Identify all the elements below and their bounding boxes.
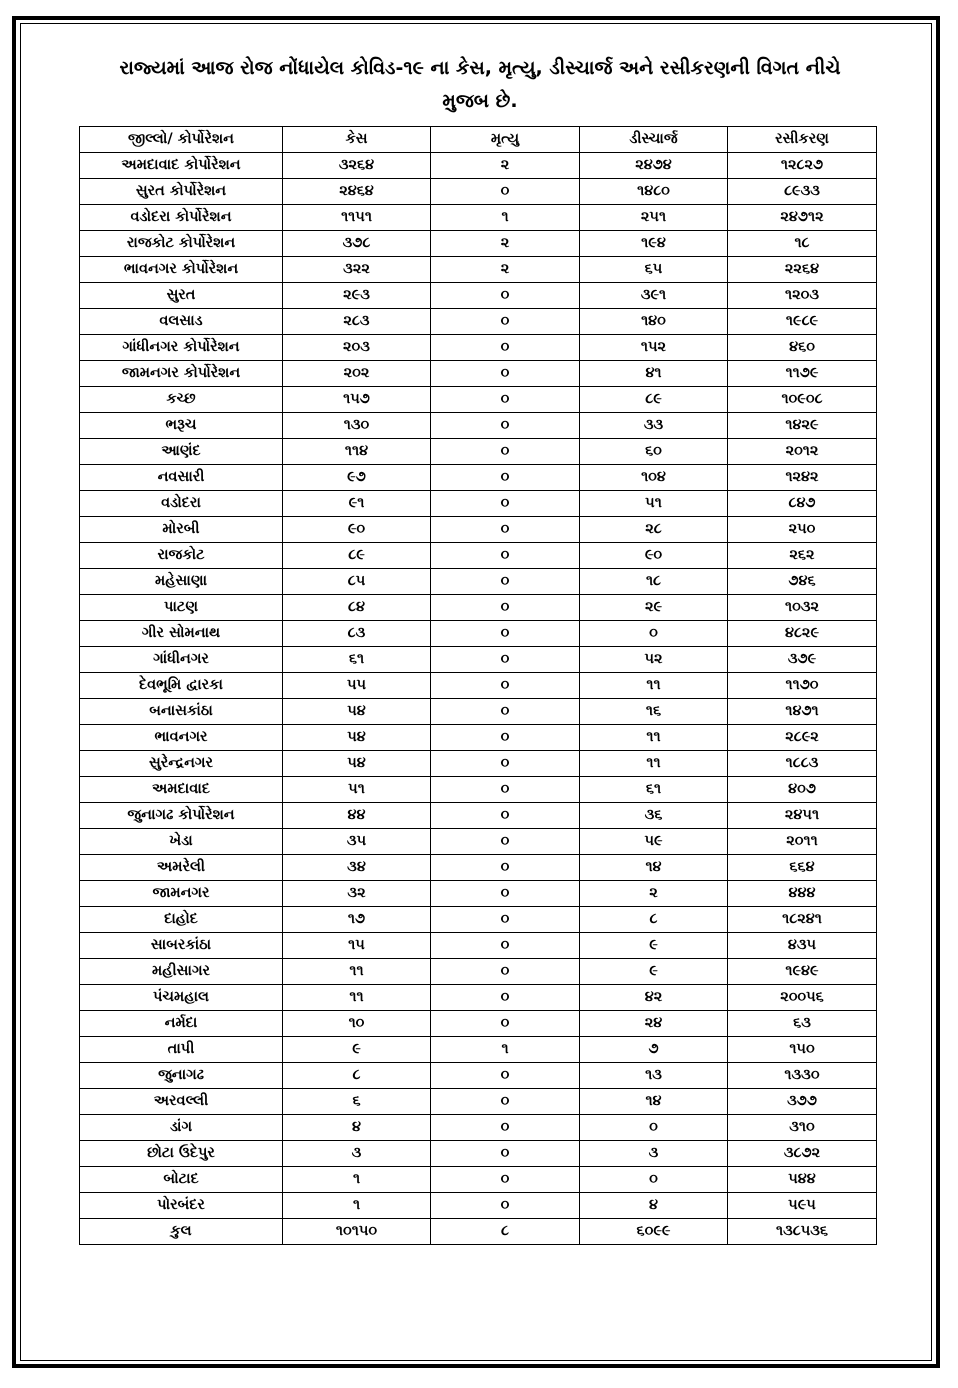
cases-cell: ૨૦૨: [283, 361, 431, 387]
table-row: [80, 205, 877, 231]
table-row: [80, 335, 877, 361]
district-cell: જુનાગઢ: [80, 1063, 283, 1089]
cases-cell: ૬: [283, 1089, 431, 1115]
district-cell: સુરત કોર્પોરેશન: [80, 179, 283, 205]
discharge-cell: ૮૯: [580, 387, 728, 413]
table-row: [80, 907, 877, 933]
cases-cell: ૨૮૩: [283, 309, 431, 335]
cases-cell: ૬૧: [283, 647, 431, 673]
cases-cell: ૯૦: [283, 517, 431, 543]
district-cell: નવસારી: [80, 465, 283, 491]
cases-cell: ૫૧: [283, 777, 431, 803]
table-row: [80, 465, 877, 491]
vaccination-cell: ૩૧૦: [728, 1115, 877, 1141]
district-cell: નર્મદા: [80, 1011, 283, 1037]
vaccination-cell: ૪૮૨૯: [728, 621, 877, 647]
district-cell: સુરેન્દ્રનગર: [80, 751, 283, 777]
cases-cell: ૨૦૩: [283, 335, 431, 361]
table-row: [80, 751, 877, 777]
header-discharge: ડીસ્ચાર્જ: [580, 127, 728, 153]
deaths-cell: ૦: [431, 1115, 580, 1141]
deaths-cell: ૦: [431, 361, 580, 387]
district-cell: મોરબી: [80, 517, 283, 543]
cases-cell: ૯૭: [283, 465, 431, 491]
vaccination-cell: ૧૯૪૯: [728, 959, 877, 985]
district-cell: વડોદરા: [80, 491, 283, 517]
deaths-cell: ૦: [431, 985, 580, 1011]
table-row: [80, 1011, 877, 1037]
discharge-cell: ૦: [580, 1115, 728, 1141]
table-row: [80, 153, 877, 179]
cases-cell: ૮૩: [283, 621, 431, 647]
deaths-cell: ૨: [431, 231, 580, 257]
discharge-cell: ૧૧: [580, 751, 728, 777]
vaccination-cell: ૫૪૪: [728, 1167, 877, 1193]
deaths-cell: ૦: [431, 1089, 580, 1115]
deaths-cell: ૦: [431, 1141, 580, 1167]
vaccination-cell: ૨૫૦: [728, 517, 877, 543]
vaccination-cell: ૪૩૫: [728, 933, 877, 959]
vaccination-cell: ૧૫૦: [728, 1037, 877, 1063]
heading-line-2: મુજબ છે.: [442, 90, 518, 112]
vaccination-cell: ૧૧૭૦: [728, 673, 877, 699]
deaths-cell: ૦: [431, 777, 580, 803]
discharge-cell: ૩૬: [580, 803, 728, 829]
deaths-cell: ૦: [431, 517, 580, 543]
cases-cell: ૩૨૬૪: [283, 153, 431, 179]
discharge-cell: ૨૯: [580, 595, 728, 621]
table-header-row: [80, 127, 877, 153]
vaccination-cell: ૧૯૮૯: [728, 309, 877, 335]
deaths-cell: ૧: [431, 1037, 580, 1063]
deaths-cell: ૨: [431, 153, 580, 179]
cases-cell: ૧૦: [283, 1011, 431, 1037]
district-cell: વડોદરા કોર્પોરેશન: [80, 205, 283, 231]
vaccination-cell: ૧૦૩૨: [728, 595, 877, 621]
vaccination-cell: ૪૦૭: [728, 777, 877, 803]
discharge-cell: ૪૧: [580, 361, 728, 387]
discharge-cell: ૧૦૪: [580, 465, 728, 491]
header-deaths: મૃત્યુ: [431, 127, 580, 153]
header-district: જીલ્લો/ કોર્પોરેશન: [80, 127, 283, 153]
table-row: [80, 777, 877, 803]
deaths-cell: ૦: [431, 673, 580, 699]
district-cell: સુરત: [80, 283, 283, 309]
table-row: [80, 309, 877, 335]
deaths-cell: ૦: [431, 1063, 580, 1089]
deaths-cell: ૦: [431, 647, 580, 673]
vaccination-cell: ૧૨૪૨: [728, 465, 877, 491]
deaths-cell: ૦: [431, 595, 580, 621]
vaccination-cell: ૧૮૨૪૧: [728, 907, 877, 933]
discharge-cell: ૬૦: [580, 439, 728, 465]
cases-cell: ૧૩૦: [283, 413, 431, 439]
district-cell: ડાંગ: [80, 1115, 283, 1141]
deaths-cell: ૧: [431, 205, 580, 231]
deaths-cell: ૦: [431, 439, 580, 465]
cases-cell: ૧૭: [283, 907, 431, 933]
cases-cell: ૪૪: [283, 803, 431, 829]
cases-cell: ૨૪૬૪: [283, 179, 431, 205]
table-row: [80, 1167, 877, 1193]
deaths-cell: ૦: [431, 335, 580, 361]
vaccination-cell: ૮૯૩૩: [728, 179, 877, 205]
district-cell: પોરબંદર: [80, 1193, 283, 1219]
cases-cell: ૧: [283, 1193, 431, 1219]
table-row: [80, 621, 877, 647]
district-cell: કચ્છ: [80, 387, 283, 413]
discharge-cell: ૨૪૭૪: [580, 153, 728, 179]
vaccination-cell: ૧૨૮૨૭: [728, 153, 877, 179]
table-row: [80, 1037, 877, 1063]
district-cell: તાપી: [80, 1037, 283, 1063]
table-row: [80, 881, 877, 907]
vaccination-cell: ૧૦૯૦૮: [728, 387, 877, 413]
table-row: [80, 1115, 877, 1141]
district-cell: મહીસાગર: [80, 959, 283, 985]
deaths-cell: ૦: [431, 387, 580, 413]
vaccination-cell: ૧૧૭૯: [728, 361, 877, 387]
vaccination-cell: ૨૪૫૧: [728, 803, 877, 829]
vaccination-cell: ૨૮૯૨: [728, 725, 877, 751]
cases-cell: ૩: [283, 1141, 431, 1167]
vaccination-cell: ૨૬૨: [728, 543, 877, 569]
vaccination-cell: ૨૨૬૪: [728, 257, 877, 283]
discharge-cell: ૦: [580, 1167, 728, 1193]
discharge-cell: ૫૧: [580, 491, 728, 517]
district-cell: અરવલ્લી: [80, 1089, 283, 1115]
district-cell: બોટાદ: [80, 1167, 283, 1193]
table-row: [80, 387, 877, 413]
table-row: [80, 699, 877, 725]
district-cell: અમરેલી: [80, 855, 283, 881]
district-cell: ગીર સોમનાથ: [80, 621, 283, 647]
table-row: [80, 413, 877, 439]
cases-cell: ૩૪: [283, 855, 431, 881]
cases-cell: ૫૫: [283, 673, 431, 699]
vaccination-cell: ૧૩૮૫૩૬: [728, 1219, 877, 1245]
vaccination-cell: ૨૦૧૨: [728, 439, 877, 465]
discharge-cell: ૧૪: [580, 855, 728, 881]
discharge-cell: ૧૪૦: [580, 309, 728, 335]
discharge-cell: ૧૩: [580, 1063, 728, 1089]
vaccination-cell: ૭૪૬: [728, 569, 877, 595]
discharge-cell: ૮: [580, 907, 728, 933]
deaths-cell: ૦: [431, 179, 580, 205]
vaccination-cell: ૨૪૭૧૨: [728, 205, 877, 231]
table-row: [80, 829, 877, 855]
vaccination-cell: ૧૩૩૦: [728, 1063, 877, 1089]
table-row: [80, 725, 877, 751]
discharge-cell: ૨૫૧: [580, 205, 728, 231]
table-row: [80, 1193, 877, 1219]
table-row: [80, 179, 877, 205]
cases-cell: ૯૧: [283, 491, 431, 517]
table-row: [80, 517, 877, 543]
cases-cell: ૩૭૮: [283, 231, 431, 257]
cases-cell: ૮૫: [283, 569, 431, 595]
table-row: [80, 855, 877, 881]
cases-cell: ૧૧૫૧: [283, 205, 431, 231]
report-heading: [80, 52, 880, 118]
cases-cell: ૧૧: [283, 985, 431, 1011]
deaths-cell: ૦: [431, 309, 580, 335]
deaths-cell: ૦: [431, 543, 580, 569]
header-vaccination: રસીકરણ: [728, 127, 877, 153]
discharge-cell: ૪: [580, 1193, 728, 1219]
vaccination-cell: ૫૯૫: [728, 1193, 877, 1219]
table-row: [80, 933, 877, 959]
discharge-cell: ૧૮: [580, 569, 728, 595]
discharge-cell: ૪૨: [580, 985, 728, 1011]
cases-cell: ૨૯૩: [283, 283, 431, 309]
cases-cell: ૧૧૪: [283, 439, 431, 465]
discharge-cell: ૫૨: [580, 647, 728, 673]
discharge-cell: ૬૫: [580, 257, 728, 283]
cases-cell: ૫૪: [283, 725, 431, 751]
district-cell: ગાંધીનગર કોર્પોરેશન: [80, 335, 283, 361]
heading-line-1: રાજ્યમાં આજ રોજ નોંધાયેલ કોવિડ-૧૯ ના કેસ, મૃત્યુ, ડીસ્ચાર્જ અને રસીકરણની વિગત નીચે: [119, 57, 841, 79]
cases-cell: ૧૦૧૫૦: [283, 1219, 431, 1245]
deaths-cell: ૦: [431, 881, 580, 907]
deaths-cell: ૦: [431, 959, 580, 985]
vaccination-cell: ૬૬૪: [728, 855, 877, 881]
deaths-cell: ૦: [431, 751, 580, 777]
table-row: [80, 283, 877, 309]
discharge-cell: ૧૧: [580, 673, 728, 699]
vaccination-cell: ૧૪૨૯: [728, 413, 877, 439]
cases-cell: ૧૫: [283, 933, 431, 959]
district-cell: આણંદ: [80, 439, 283, 465]
vaccination-cell: ૨૦૦૫૬: [728, 985, 877, 1011]
discharge-cell: ૨: [580, 881, 728, 907]
cases-cell: ૯: [283, 1037, 431, 1063]
discharge-cell: ૩: [580, 1141, 728, 1167]
discharge-cell: ૩૩: [580, 413, 728, 439]
table-row: [80, 439, 877, 465]
table-row: [80, 1063, 877, 1089]
discharge-cell: ૧૬: [580, 699, 728, 725]
cases-cell: ૪: [283, 1115, 431, 1141]
district-cell: જુનાગઢ કોર્પોરેશન: [80, 803, 283, 829]
deaths-cell: ૦: [431, 725, 580, 751]
district-cell: સાબરકાંઠા: [80, 933, 283, 959]
discharge-cell: ૬૦૯૯: [580, 1219, 728, 1245]
discharge-cell: ૯: [580, 959, 728, 985]
district-cell: દેવભૂમિ દ્વારકા: [80, 673, 283, 699]
table-row: [80, 361, 877, 387]
district-cell: જામનગર: [80, 881, 283, 907]
district-cell: રાજકોટ: [80, 543, 283, 569]
vaccination-cell: ૮૪૭: [728, 491, 877, 517]
table-row: [80, 673, 877, 699]
table-row: [80, 491, 877, 517]
vaccination-cell: ૧૮: [728, 231, 877, 257]
discharge-cell: ૩૯૧: [580, 283, 728, 309]
table-row: [80, 985, 877, 1011]
deaths-cell: ૦: [431, 283, 580, 309]
vaccination-cell: ૬૩: [728, 1011, 877, 1037]
discharge-cell: ૧૧: [580, 725, 728, 751]
district-cell: બનાસકાંઠા: [80, 699, 283, 725]
deaths-cell: ૦: [431, 1193, 580, 1219]
discharge-cell: ૭: [580, 1037, 728, 1063]
discharge-cell: ૫૯: [580, 829, 728, 855]
district-cell: ભરૂચ: [80, 413, 283, 439]
vaccination-cell: ૩૭૭: [728, 1089, 877, 1115]
table-body: [80, 153, 877, 1245]
discharge-cell: ૧૪૮૦: [580, 179, 728, 205]
deaths-cell: ૦: [431, 491, 580, 517]
district-cell: ભાવનગર: [80, 725, 283, 751]
district-cell: ખેડા: [80, 829, 283, 855]
deaths-cell: ૦: [431, 933, 580, 959]
deaths-cell: ૦: [431, 829, 580, 855]
deaths-cell: ૦: [431, 855, 580, 881]
deaths-cell: ૦: [431, 907, 580, 933]
deaths-cell: ૦: [431, 1167, 580, 1193]
deaths-cell: ૦: [431, 803, 580, 829]
district-cell: પંચમહાલ: [80, 985, 283, 1011]
district-cell: છોટા ઉદેપુર: [80, 1141, 283, 1167]
cases-cell: ૫૪: [283, 699, 431, 725]
discharge-cell: ૯: [580, 933, 728, 959]
cases-cell: ૮૯: [283, 543, 431, 569]
district-cell: કુલ: [80, 1219, 283, 1245]
discharge-cell: ૨૪: [580, 1011, 728, 1037]
vaccination-cell: ૧૨૦૩: [728, 283, 877, 309]
cases-cell: ૧૫૭: [283, 387, 431, 413]
deaths-cell: ૨: [431, 257, 580, 283]
discharge-cell: ૧૪: [580, 1089, 728, 1115]
district-cell: જામનગર કોર્પોરેશન: [80, 361, 283, 387]
discharge-cell: ૯૦: [580, 543, 728, 569]
table-row: [80, 231, 877, 257]
deaths-cell: ૮: [431, 1219, 580, 1245]
header-cases: કેસ: [283, 127, 431, 153]
discharge-cell: ૧૯૪: [580, 231, 728, 257]
table-row: [80, 257, 877, 283]
table-row: [80, 803, 877, 829]
cases-cell: ૧૧: [283, 959, 431, 985]
cases-cell: ૧: [283, 1167, 431, 1193]
discharge-cell: ૬૧: [580, 777, 728, 803]
total-row: [80, 1219, 877, 1245]
deaths-cell: ૦: [431, 699, 580, 725]
cases-cell: ૫૪: [283, 751, 431, 777]
table-row: [80, 959, 877, 985]
cases-cell: ૩૨૨: [283, 257, 431, 283]
district-cell: ગાંધીનગર: [80, 647, 283, 673]
deaths-cell: ૦: [431, 621, 580, 647]
district-cell: ભાવનગર કોર્પોરેશન: [80, 257, 283, 283]
district-cell: અમદાવાદ કોર્પોરેશન: [80, 153, 283, 179]
vaccination-cell: ૧૪૭૧: [728, 699, 877, 725]
deaths-cell: ૦: [431, 413, 580, 439]
table-row: [80, 647, 877, 673]
table-row: [80, 569, 877, 595]
covid-district-table: [79, 126, 877, 1245]
table-row: [80, 1089, 877, 1115]
district-cell: મહેસાણા: [80, 569, 283, 595]
cases-cell: ૩૨: [283, 881, 431, 907]
cases-cell: ૮: [283, 1063, 431, 1089]
district-cell: દાહોદ: [80, 907, 283, 933]
vaccination-cell: ૨૦૧૧: [728, 829, 877, 855]
vaccination-cell: ૧૮૮૩: [728, 751, 877, 777]
deaths-cell: ૦: [431, 465, 580, 491]
table-row: [80, 595, 877, 621]
vaccination-cell: ૩૭૯: [728, 647, 877, 673]
district-cell: અમદાવાદ: [80, 777, 283, 803]
discharge-cell: ૨૮: [580, 517, 728, 543]
cases-cell: ૮૪: [283, 595, 431, 621]
discharge-cell: ૦: [580, 621, 728, 647]
district-cell: વલસાડ: [80, 309, 283, 335]
vaccination-cell: ૪૪૪: [728, 881, 877, 907]
table-row: [80, 1141, 877, 1167]
district-cell: પાટણ: [80, 595, 283, 621]
vaccination-cell: ૩૮૭૨: [728, 1141, 877, 1167]
discharge-cell: ૧૫૨: [580, 335, 728, 361]
vaccination-cell: ૪૬૦: [728, 335, 877, 361]
deaths-cell: ૦: [431, 569, 580, 595]
district-cell: રાજકોટ કોર્પોરેશન: [80, 231, 283, 257]
cases-cell: ૩૫: [283, 829, 431, 855]
table-row: [80, 543, 877, 569]
deaths-cell: ૦: [431, 1011, 580, 1037]
